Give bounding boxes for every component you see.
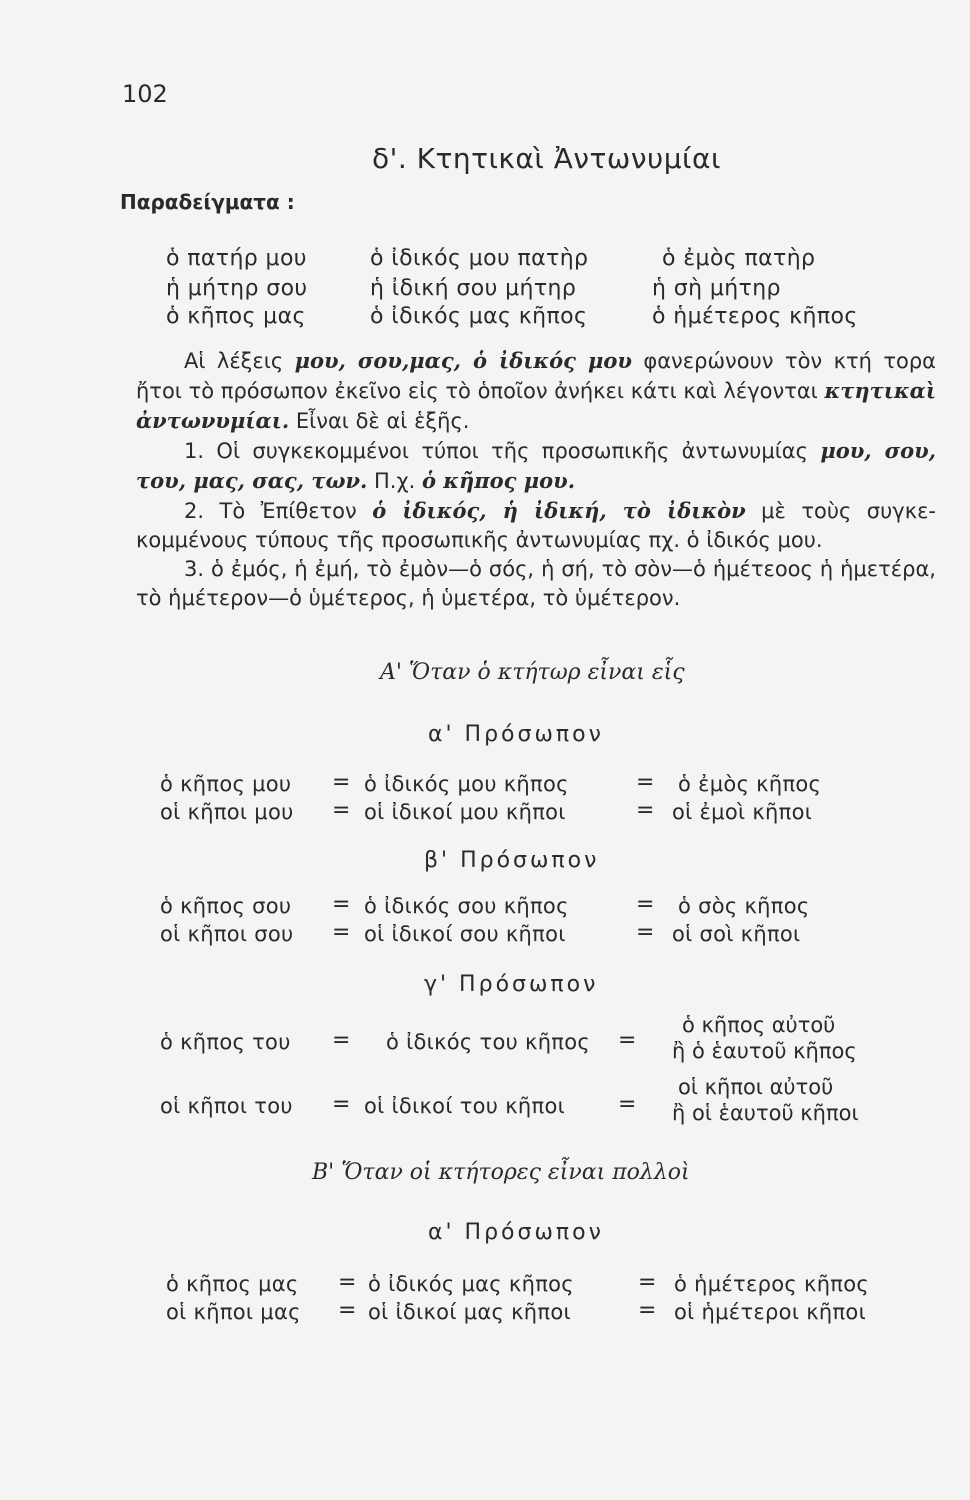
equals-sign: =	[618, 1092, 637, 1117]
table-cell: οἱ κῆποι μας	[166, 1300, 301, 1324]
example-cell: ὁ πατήρ μου	[166, 246, 307, 271]
item-2: 2. Τὸ Ἐπίθετον ὁ ἰδικός, ἡ ἰδική, τὸ ἰδικὸν μὲ τοὺς συγκε- κομμένους τύπους τῆς προσωπικῆς ἀντωνυμίας πχ. ὁ ἰδικός μου.	[136, 498, 937, 552]
example-cell: ἡ σὴ μήτηρ	[652, 276, 781, 301]
equals-sign: =	[332, 770, 351, 795]
person-heading: γ' Πρόσωπον	[424, 972, 599, 997]
alternative-forms: οἱ κῆποι αὐτοῦ ἢ οἱ ἑαυτοῦ κῆποι	[672, 1075, 859, 1125]
equals-sign: =	[332, 798, 351, 823]
equals-sign: =	[638, 1298, 657, 1323]
table-cell: ὁ ἰδικός μου κῆπος	[364, 772, 569, 796]
equals-sign: =	[338, 1298, 357, 1323]
equals-sign: =	[332, 1028, 351, 1053]
table-cell: ὁ σὸς κῆπος	[678, 894, 810, 918]
equals-sign: =	[618, 1028, 637, 1053]
body-text	[136, 346, 936, 613]
equals-sign: =	[338, 1270, 357, 1295]
person-heading: α' Πρόσωπον	[428, 722, 604, 747]
table-cell: ὁ ἰδικός του κῆπος	[386, 1030, 591, 1054]
example-cell: ὁ ἰδικός μας κῆπος	[370, 304, 588, 329]
example-cell: ὁ κῆπος μας	[166, 304, 306, 329]
example-cell: ὁ ἡμέτερος κῆπος	[652, 304, 858, 329]
section-a-heading: Α' Ὅταν ὁ κτήτωρ εἶναι εἷς	[380, 660, 685, 685]
table-cell: οἱ σοὶ κῆποι	[672, 922, 801, 946]
equals-sign: =	[638, 1270, 657, 1295]
table-cell: οἱ ἰδικοί μου κῆποι	[364, 800, 566, 824]
table-cell: ὁ κῆπος σου	[160, 894, 292, 918]
page-title: δ'. Κτητικαὶ Ἀντωνυμίαι	[372, 142, 721, 175]
example-cell: ἡ ἰδική σου μήτηρ	[370, 276, 577, 301]
person-heading: β' Πρόσωπον	[424, 848, 600, 873]
table-cell: ὁ κῆπος μας	[166, 1272, 299, 1296]
table-cell: ὁ ἐμὸς κῆπος	[678, 772, 822, 796]
equals-sign: =	[332, 920, 351, 945]
table-cell: οἱ κῆποι μου	[160, 800, 294, 824]
equals-sign: =	[636, 770, 655, 795]
page-number: 102	[122, 80, 168, 108]
table-cell: ὁ κῆπος του	[160, 1030, 291, 1054]
table-cell: ὁ ἰδικός σου κῆπος	[364, 894, 569, 918]
example-cell: ὁ ἰδικός μου πατὴρ	[370, 246, 589, 271]
table-cell: οἱ ἰδικοί μας κῆποι	[368, 1300, 571, 1324]
table-cell: ὁ κῆπος μου	[160, 772, 292, 796]
equals-sign: =	[636, 920, 655, 945]
table-cell: οἱ κῆποι του	[160, 1094, 293, 1118]
equals-sign: =	[636, 798, 655, 823]
item-1: 1. Οἱ συγκεκομμένοι τύποι τῆς προσωπικῆς ἀντωνυμίας μου, σου, του, μας, σας, των. Π.χ. ὁ κῆπος μου.	[136, 438, 936, 493]
example-cell: ὁ ἐμὸς πατὴρ	[662, 246, 816, 271]
intro-paragraph: Αἱ λέξεις μου, σου,μας, ὁ ἰδικός μου φανερώνουν τὸν κτή τορα ἤτοι τὸ πρόσωπον ἐκεῖνο εἰς τὸ ὁποῖον ἀνήκει κάτι καὶ λέγονται κτητικαὶ ἀντωνυμίαι. Εἶναι δὲ αἱ ἑξῆς.	[136, 348, 936, 433]
table-cell: ὁ ἰδικός μας κῆπος	[368, 1272, 574, 1296]
equals-sign: =	[636, 892, 655, 917]
item-3: 3. ὁ ἐμός, ἡ ἐμή, τὸ ἐμὸν—ὁ σός, ἡ σή, τὸ σὸν—ὁ ἡμέτεοος ἡ ἡμετέρα, τὸ ἡμέτερον—ὁ ὑμέτερος, ἡ ὑμετέρα, τὸ ὑμέτερον.	[136, 557, 936, 610]
table-cell: οἱ ἰδικοί του κῆποι	[364, 1094, 565, 1118]
equals-sign: =	[332, 892, 351, 917]
person-heading: α' Πρόσωπον	[428, 1220, 604, 1245]
equals-sign: =	[332, 1092, 351, 1117]
table-cell: οἱ κῆποι σου	[160, 922, 294, 946]
table-cell: οἱ ἐμοὶ κῆποι	[672, 800, 813, 824]
table-cell: ὁ ἡμέτερος κῆπος	[674, 1272, 870, 1296]
example-cell: ἡ μήτηρ σου	[166, 276, 308, 301]
table-cell: οἱ ἡμέτεροι κῆποι	[674, 1300, 866, 1324]
section-b-heading: Β' Ὅταν οἱ κτήτορες εἶναι πολλοὶ	[312, 1160, 690, 1185]
alternative-forms: ὁ κῆπος αὐτοῦ ἢ ὁ ἑαυτοῦ κῆπος	[672, 1013, 857, 1063]
table-cell: οἱ ἰδικοί σου κῆποι	[364, 922, 566, 946]
examples-label: Παραδείγματα :	[120, 190, 295, 214]
